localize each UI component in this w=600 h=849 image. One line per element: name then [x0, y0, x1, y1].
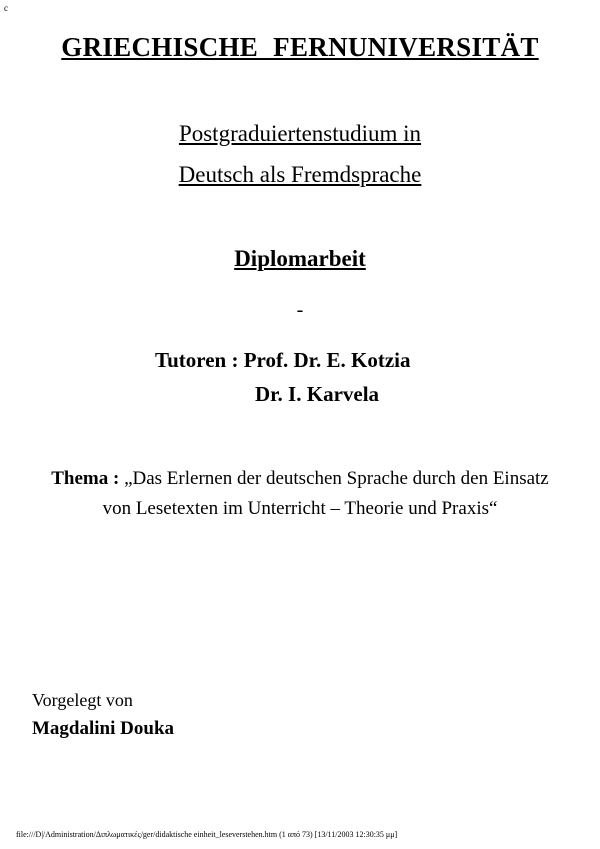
author-name: Magdalini Douka [32, 718, 175, 739]
theme-text-line-1: „Das Erlernen der deutschen Sprache durch den Einsatz [124, 468, 549, 489]
program-line-1: Postgraduiertenstudium in [178, 121, 422, 146]
page-title: GRIECHISCHE FERNUNIVERSITÄT [61, 32, 539, 62]
theme-line-1 [0, 466, 600, 492]
tutor-first: Prof. Dr. E. Kotzia [243, 348, 411, 372]
submitted-by-label: Vorgelegt von [32, 690, 133, 710]
theme-text-line-2: von Lesetexten im Unterricht – Theorie und Praxis“ [102, 498, 498, 519]
tutors-label: Tutoren : [155, 348, 239, 372]
corner-mark: c [4, 3, 8, 13]
file-path-footer: file:///D|/Administration/Διπλωματικές/ger/didaktische einheit_leseverstehen.htm (1 από 73) [13/11/2003 12:30:35 μμ] [16, 830, 398, 839]
tutors-line [155, 346, 411, 374]
thesis-type-heading: Diplomarbeit [234, 246, 366, 271]
program-line-2: Deutsch als Fremdsprache [178, 162, 422, 187]
tutor-second: Dr. I. Karvela [255, 382, 380, 406]
theme-label: Thema : [51, 468, 120, 489]
separator-dash: - [296, 299, 304, 321]
